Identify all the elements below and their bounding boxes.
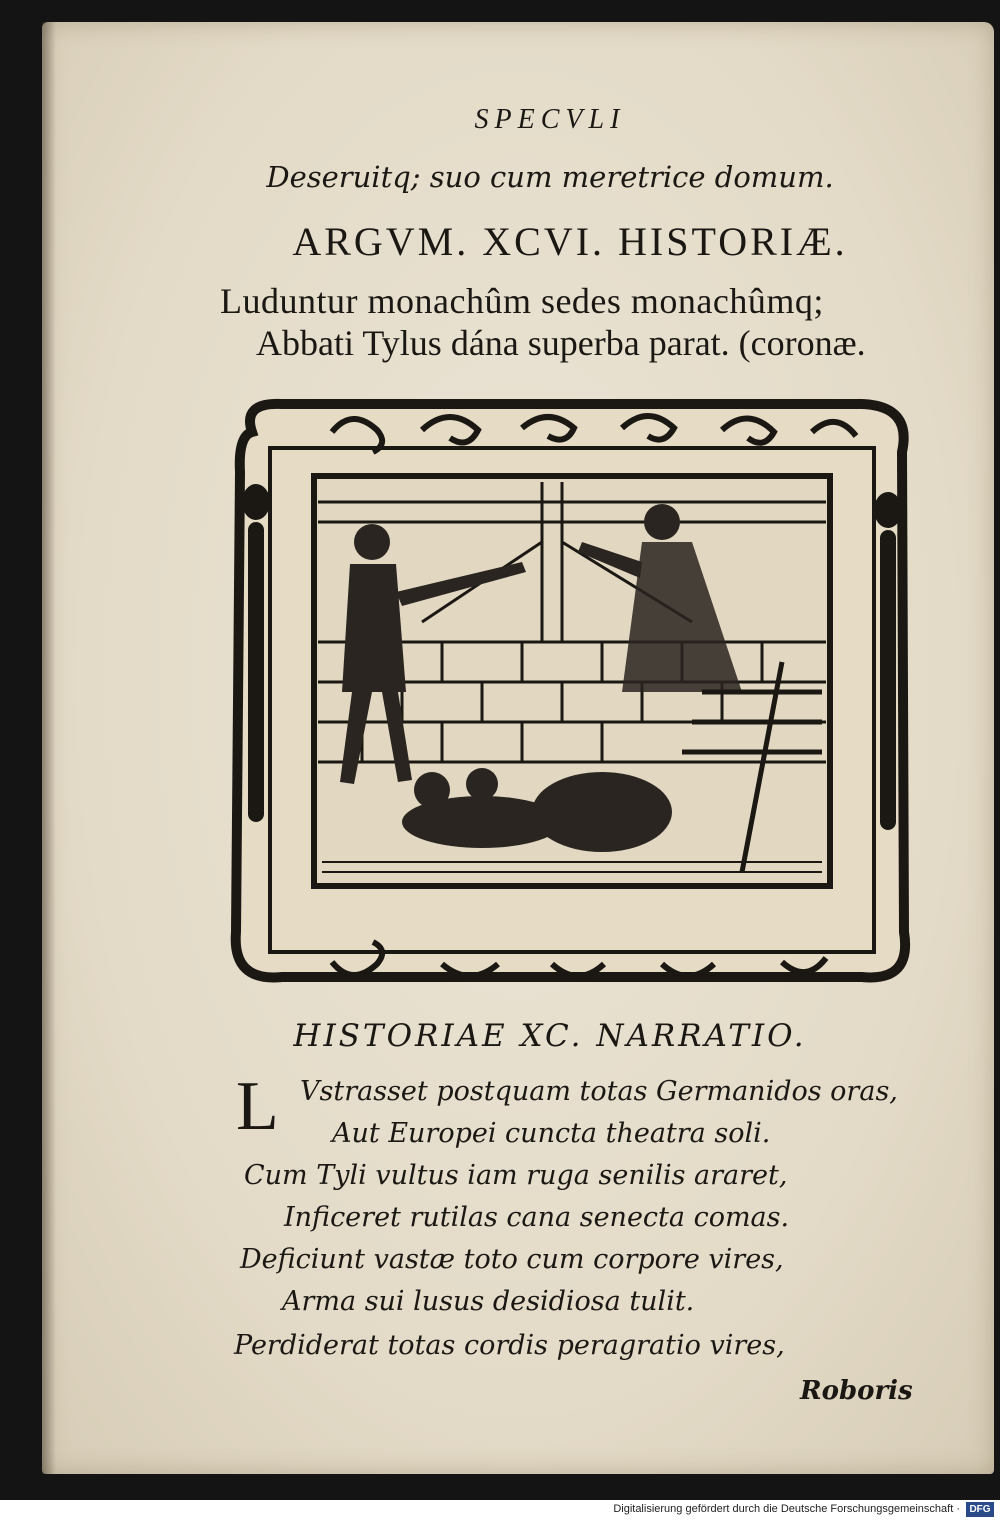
verse-line: Perdiderat totas cordis peragratio vires,: [234, 1330, 785, 1361]
verse-line: Vstrasset postquam totas Germanidos oras,: [300, 1076, 898, 1107]
catchword: Roboris: [800, 1376, 913, 1406]
verse-line: Arma sui lusus desidiosa tulit.: [282, 1286, 695, 1317]
argument-title: ARGVM. XCVI. HISTORIÆ.: [292, 219, 848, 264]
running-head: SPECVLI: [474, 104, 626, 135]
verse-line: Cum Tyli vultus iam ruga senilis araret,: [244, 1160, 788, 1191]
subhead-line: Deseruitq; suo cum meretrice domum.: [266, 160, 834, 194]
woodcut-illustration-icon: [222, 392, 922, 992]
footer-bar: [0, 1500, 1000, 1520]
narratio-title: HISTORIAE XC. NARRATIO.: [293, 1018, 807, 1054]
drop-cap: L: [236, 1068, 279, 1145]
footer-credit: Digitalisierung gefördert durch die Deutsche Forschungsgemeinschaft ·: [613, 1503, 960, 1515]
verse-line: Inficeret rutilas cana senecta comas.: [284, 1202, 790, 1233]
argument-line-2: Abbati Tylus dána superba parat. (coronæ.: [256, 323, 866, 363]
verse-line: Aut Europei cuncta theatra soli.: [332, 1118, 771, 1149]
verse-line: Deficiunt vastæ toto cum corpore vires,: [240, 1244, 784, 1275]
argument-line-1: Luduntur monachûm sedes monachûmq;: [220, 281, 824, 321]
dfg-logo-icon[interactable]: DFG: [966, 1502, 994, 1517]
